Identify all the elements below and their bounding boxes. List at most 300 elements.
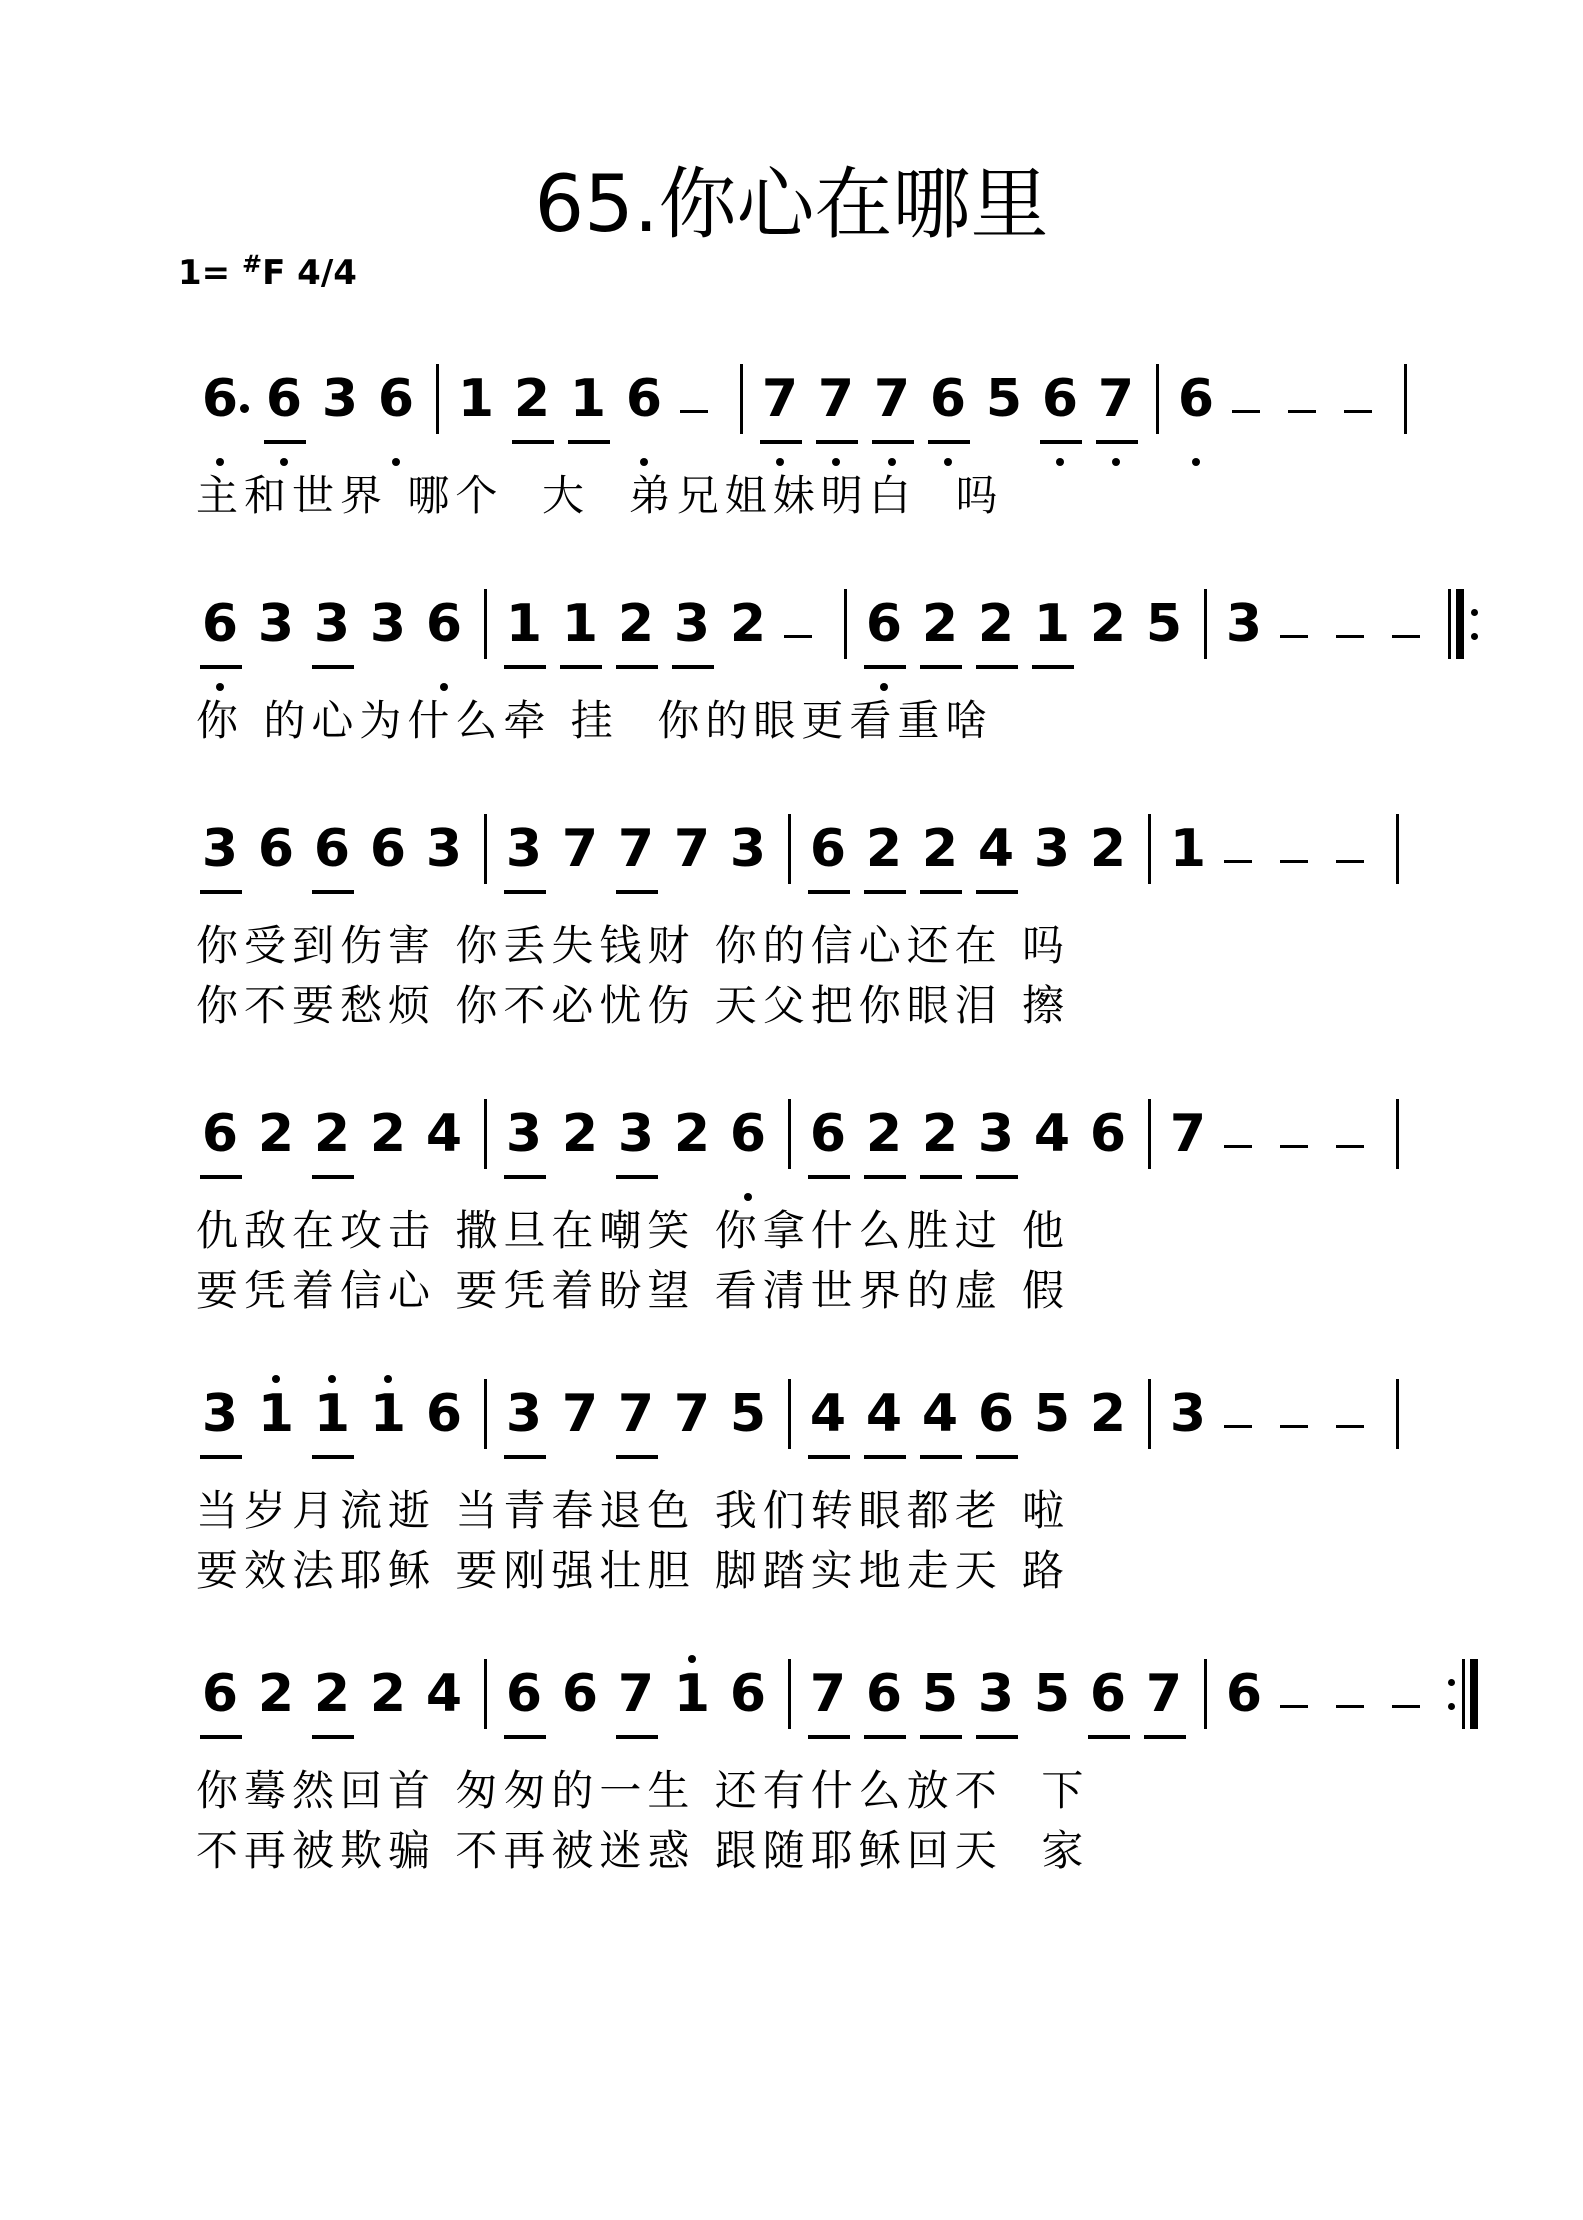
note-digit: 2 xyxy=(257,1104,295,1164)
note xyxy=(308,800,356,920)
note xyxy=(1164,1365,1212,1485)
note xyxy=(1220,575,1268,695)
bar-stroke xyxy=(788,1379,791,1449)
note xyxy=(1084,1645,1132,1765)
note xyxy=(804,1365,852,1485)
beat-underline xyxy=(1040,440,1082,444)
repeat-dot xyxy=(1448,1679,1455,1686)
bar-stroke xyxy=(788,1099,791,1169)
note-digit: 6 xyxy=(809,1104,847,1164)
note xyxy=(1036,350,1084,470)
beat-underline xyxy=(864,1175,906,1179)
bar-stroke xyxy=(484,589,487,659)
note-digit: 3 xyxy=(673,594,711,654)
beat-underline xyxy=(920,1455,962,1459)
bar-stroke xyxy=(1204,589,1207,659)
beat-underline xyxy=(1096,440,1138,444)
bar-line xyxy=(1388,1085,1406,1205)
octave-dot-below xyxy=(1192,458,1200,466)
dash-stroke xyxy=(1224,860,1252,863)
dash-stroke xyxy=(1336,1145,1364,1148)
note xyxy=(868,350,916,470)
dash-stroke xyxy=(1232,410,1260,413)
lyric-line: 仇敌在攻击 撒旦在嘲笑 你拿什么胜过 他 xyxy=(196,1206,1071,1255)
lyric-line: 要凭着信心 要凭着盼望 看清世界的虚 假 xyxy=(196,1266,1071,1315)
note-digit: 6 xyxy=(1225,1664,1263,1724)
note-digit: 6 xyxy=(865,594,903,654)
note xyxy=(308,1085,356,1205)
note xyxy=(420,800,468,920)
dash-stroke xyxy=(1280,1425,1308,1428)
note-digit: 7 xyxy=(1169,1104,1207,1164)
beat-underline xyxy=(976,665,1018,669)
note xyxy=(860,1645,908,1765)
bar-line xyxy=(780,1085,798,1205)
note xyxy=(860,800,908,920)
bar-stroke xyxy=(1396,1379,1399,1449)
beat-underline xyxy=(616,890,658,894)
note-digit: 7 xyxy=(1097,369,1135,429)
beat-underline xyxy=(808,1735,850,1739)
octave-dot-below xyxy=(1056,458,1064,466)
dash-rest xyxy=(1220,1365,1256,1485)
bar-stroke xyxy=(484,1099,487,1169)
note xyxy=(500,1365,548,1485)
note-digit: 6 xyxy=(201,369,239,429)
bar-stroke xyxy=(1396,1099,1399,1169)
note-digit: 3 xyxy=(505,819,543,879)
note xyxy=(972,1365,1020,1485)
note-digit: 5 xyxy=(1033,1664,1071,1724)
bar-line xyxy=(476,575,494,695)
note xyxy=(420,575,468,695)
note xyxy=(724,1365,772,1485)
bar-stroke xyxy=(740,364,743,434)
note-digit: 1 xyxy=(257,1384,295,1444)
dash-stroke xyxy=(1288,410,1316,413)
lyric-line: 不再被欺骗 不再被迷惑 跟随耶稣回天 家 xyxy=(196,1826,1090,1875)
beat-underline xyxy=(920,1175,962,1179)
octave-dot-below xyxy=(392,458,400,466)
dash-stroke xyxy=(784,635,812,638)
note xyxy=(668,1645,716,1765)
note-digit: 1 xyxy=(1033,594,1071,654)
octave-dot-below xyxy=(944,458,952,466)
note-digit: 3 xyxy=(201,1384,239,1444)
dash-rest xyxy=(676,350,712,470)
dash-stroke xyxy=(1224,1145,1252,1148)
note-digit: 6 xyxy=(265,369,303,429)
note xyxy=(1164,800,1212,920)
note-digit: 1 xyxy=(313,1384,351,1444)
note xyxy=(252,800,300,920)
note xyxy=(916,575,964,695)
note-digit: 6 xyxy=(201,594,239,654)
note-digit: 2 xyxy=(865,1104,903,1164)
dash-stroke xyxy=(1280,860,1308,863)
note xyxy=(556,1645,604,1765)
repeat-dot xyxy=(1471,609,1478,616)
note xyxy=(756,350,804,470)
note-digit: 4 xyxy=(425,1664,463,1724)
dash-rest xyxy=(1276,1365,1312,1485)
note xyxy=(364,575,412,695)
bar-stroke xyxy=(484,814,487,884)
note-digit: 3 xyxy=(617,1104,655,1164)
note xyxy=(196,1365,244,1485)
bar-line xyxy=(1388,800,1406,920)
note-digit: 4 xyxy=(809,1384,847,1444)
note-digit: 2 xyxy=(921,1104,959,1164)
note xyxy=(500,575,548,695)
thick-bar-stroke xyxy=(1470,1659,1478,1729)
beat-underline xyxy=(312,890,354,894)
note xyxy=(916,1365,964,1485)
bar-line xyxy=(1196,1645,1214,1765)
dash-rest xyxy=(1284,350,1320,470)
beat-underline xyxy=(504,1735,546,1739)
score-row xyxy=(0,1085,1583,1315)
note-digit: 6 xyxy=(425,594,463,654)
octave-dot-above xyxy=(272,1375,280,1383)
bar-line xyxy=(836,575,854,695)
bar-line xyxy=(1140,800,1158,920)
beat-underline xyxy=(504,1455,546,1459)
bar-line xyxy=(476,800,494,920)
note xyxy=(620,350,668,470)
octave-dot-below xyxy=(888,458,896,466)
note-digit: 6 xyxy=(201,1104,239,1164)
note xyxy=(556,1365,604,1485)
octave-dot-below xyxy=(744,1193,752,1201)
lyric-line: 主和世界 哪个 大 弟兄姐妹明白 吗 xyxy=(196,471,1004,520)
note xyxy=(612,800,660,920)
note xyxy=(1140,1645,1188,1765)
dash-rest xyxy=(1220,800,1256,920)
note xyxy=(612,1365,660,1485)
repeat-start-sign xyxy=(1444,575,1484,695)
note-digit: 2 xyxy=(1089,1384,1127,1444)
bar-line xyxy=(428,350,446,470)
bar-stroke xyxy=(484,1659,487,1729)
note-digit: 6 xyxy=(865,1664,903,1724)
octave-dot-below xyxy=(216,458,224,466)
dash-rest xyxy=(1220,1085,1256,1205)
beat-underline xyxy=(312,1455,354,1459)
note-digit: 5 xyxy=(921,1664,959,1724)
note-digit: 3 xyxy=(505,1104,543,1164)
note xyxy=(420,1645,468,1765)
note-digit: 6 xyxy=(1041,369,1079,429)
note xyxy=(1084,800,1132,920)
octave-dot-below xyxy=(880,683,888,691)
note xyxy=(500,1645,548,1765)
bar-line xyxy=(476,1645,494,1765)
bar-line xyxy=(1140,1085,1158,1205)
bar-stroke xyxy=(1148,1099,1151,1169)
repeat-end-sign xyxy=(1444,1645,1484,1765)
note xyxy=(308,1365,356,1485)
beat-underline xyxy=(864,665,906,669)
beat-underline xyxy=(808,890,850,894)
note-line xyxy=(0,1085,1583,1205)
note-digit: 1 xyxy=(569,369,607,429)
note xyxy=(1084,1085,1132,1205)
note xyxy=(1084,1365,1132,1485)
dotted-note-dot xyxy=(240,404,249,413)
note-digit: 4 xyxy=(977,819,1015,879)
note xyxy=(1172,350,1220,470)
note xyxy=(452,350,500,470)
note-digit: 6 xyxy=(1089,1664,1127,1724)
note xyxy=(372,350,420,470)
note-digit: 3 xyxy=(201,819,239,879)
note xyxy=(1028,1085,1076,1205)
note-digit: 7 xyxy=(761,369,799,429)
beat-underline xyxy=(504,665,546,669)
bar-stroke xyxy=(1148,1379,1151,1449)
note-digit: 3 xyxy=(729,819,767,879)
beat-underline xyxy=(672,665,714,669)
note-digit: 3 xyxy=(1169,1384,1207,1444)
note xyxy=(1084,575,1132,695)
dash-rest xyxy=(1388,1645,1424,1765)
dash-stroke xyxy=(1392,1705,1420,1708)
octave-dot-below xyxy=(832,458,840,466)
thin-bar-stroke xyxy=(1462,1659,1465,1729)
note xyxy=(916,1085,964,1205)
dash-rest xyxy=(1388,575,1424,695)
note-digit: 3 xyxy=(313,594,351,654)
dash-stroke xyxy=(1336,1705,1364,1708)
note xyxy=(500,1085,548,1205)
score-row xyxy=(0,1645,1583,1875)
bar-line xyxy=(1396,350,1414,470)
note-digit: 1 xyxy=(561,594,599,654)
note xyxy=(1028,1365,1076,1485)
note xyxy=(916,1645,964,1765)
octave-dot-below xyxy=(216,683,224,691)
note-digit: 5 xyxy=(1033,1384,1071,1444)
note-digit: 5 xyxy=(1145,594,1183,654)
bar-line xyxy=(476,1365,494,1485)
note-digit: 3 xyxy=(977,1104,1015,1164)
note-digit: 2 xyxy=(1089,594,1127,654)
note-digit: 5 xyxy=(985,369,1023,429)
dash-stroke xyxy=(680,410,708,413)
note xyxy=(556,1085,604,1205)
beat-underline xyxy=(920,1735,962,1739)
note xyxy=(564,350,612,470)
dash-rest xyxy=(1228,350,1264,470)
note-line xyxy=(0,800,1583,920)
note-digit: 4 xyxy=(1033,1104,1071,1164)
beat-underline xyxy=(616,1455,658,1459)
note-digit: 6 xyxy=(313,819,351,879)
note-digit: 6 xyxy=(729,1664,767,1724)
note xyxy=(724,575,772,695)
beat-underline xyxy=(200,1735,242,1739)
note xyxy=(804,1085,852,1205)
bar-stroke xyxy=(1156,364,1159,434)
octave-dot-below xyxy=(776,458,784,466)
lyric-line: 你 的心为什么牵 挂 你的眼更看重啥 xyxy=(196,696,994,745)
beat-underline xyxy=(616,665,658,669)
beat-underline xyxy=(816,440,858,444)
note xyxy=(364,800,412,920)
note-digit: 3 xyxy=(977,1664,1015,1724)
note-digit: 2 xyxy=(369,1664,407,1724)
bar-line xyxy=(780,1645,798,1765)
note-line xyxy=(0,1645,1583,1765)
score-row xyxy=(0,350,1583,580)
bar-stroke xyxy=(844,589,847,659)
octave-dot-below xyxy=(280,458,288,466)
octave-dot-below xyxy=(440,683,448,691)
note xyxy=(724,800,772,920)
beat-underline xyxy=(920,665,962,669)
beat-underline xyxy=(864,1735,906,1739)
beat-underline xyxy=(200,1455,242,1459)
note-digit: 6 xyxy=(377,369,415,429)
note-digit: 2 xyxy=(257,1664,295,1724)
beat-underline xyxy=(976,890,1018,894)
note-digit: 1 xyxy=(505,594,543,654)
dash-stroke xyxy=(1280,635,1308,638)
beat-underline xyxy=(512,440,554,444)
beat-underline xyxy=(808,1455,850,1459)
key-signature xyxy=(178,250,357,293)
beat-underline xyxy=(808,1175,850,1179)
note-digit: 6 xyxy=(369,819,407,879)
note xyxy=(196,1085,244,1205)
note xyxy=(724,1085,772,1205)
beat-underline xyxy=(976,1455,1018,1459)
note-digit: 7 xyxy=(561,1384,599,1444)
note xyxy=(972,800,1020,920)
note-line xyxy=(0,575,1583,695)
beat-underline xyxy=(312,665,354,669)
note-digit: 7 xyxy=(1145,1664,1183,1724)
beat-underline xyxy=(928,440,970,444)
note xyxy=(364,1645,412,1765)
dash-rest xyxy=(1340,350,1376,470)
dash-rest xyxy=(1276,1085,1312,1205)
octave-dot-below xyxy=(640,458,648,466)
dash-rest xyxy=(1276,800,1312,920)
beat-underline xyxy=(864,1455,906,1459)
score-row xyxy=(0,575,1583,805)
note-digit: 6 xyxy=(1089,1104,1127,1164)
note xyxy=(252,1365,300,1485)
note xyxy=(860,575,908,695)
dash-stroke xyxy=(1392,635,1420,638)
note xyxy=(812,350,860,470)
bar-line xyxy=(476,1085,494,1205)
note xyxy=(1028,1645,1076,1765)
note xyxy=(196,575,244,695)
beat-underline xyxy=(200,890,242,894)
note-digit: 2 xyxy=(921,594,959,654)
dash-rest xyxy=(780,575,816,695)
note xyxy=(1140,575,1188,695)
note-digit: 6 xyxy=(977,1384,1015,1444)
bar-stroke xyxy=(788,1659,791,1729)
note xyxy=(972,1645,1020,1765)
note xyxy=(1028,575,1076,695)
note-digit: 7 xyxy=(561,819,599,879)
score-row xyxy=(0,800,1583,1030)
note-digit: 1 xyxy=(369,1384,407,1444)
octave-dot-above xyxy=(384,1375,392,1383)
note-digit: 7 xyxy=(673,1384,711,1444)
note xyxy=(804,1645,852,1765)
note-line xyxy=(0,350,1583,470)
beat-underline xyxy=(872,440,914,444)
note-digit: 7 xyxy=(873,369,911,429)
song-title: 65.你心在哪里 xyxy=(534,160,1049,250)
note-digit: 6 xyxy=(625,369,663,429)
dash-rest xyxy=(1276,1645,1312,1765)
note-digit: 6 xyxy=(425,1384,463,1444)
note xyxy=(612,575,660,695)
beat-underline xyxy=(504,890,546,894)
note xyxy=(860,1085,908,1205)
note-digit: 2 xyxy=(921,819,959,879)
bar-line xyxy=(1388,1365,1406,1485)
lyric-line: 你受到伤害 你丢失钱财 你的信心还在 吗 xyxy=(196,921,1071,970)
beat-underline xyxy=(568,440,610,444)
note-digit: 6 xyxy=(561,1664,599,1724)
repeat-dot xyxy=(1471,633,1478,640)
thin-bar-stroke xyxy=(1448,589,1451,659)
dash-stroke xyxy=(1344,410,1372,413)
note xyxy=(860,1365,908,1485)
repeat-dot xyxy=(1448,1703,1455,1710)
octave-dot-below xyxy=(1112,458,1120,466)
note-line xyxy=(0,1365,1583,1485)
note-digit: 3 xyxy=(369,594,407,654)
dash-stroke xyxy=(1280,1145,1308,1148)
note-digit: 4 xyxy=(425,1104,463,1164)
beat-underline xyxy=(200,1175,242,1179)
beat-underline xyxy=(616,1175,658,1179)
note xyxy=(260,350,308,470)
bar-line xyxy=(780,1365,798,1485)
note xyxy=(804,800,852,920)
note xyxy=(252,1085,300,1205)
dash-rest xyxy=(1332,1085,1368,1205)
note-digit: 2 xyxy=(1089,819,1127,879)
note-digit: 3 xyxy=(1225,594,1263,654)
note-digit: 6 xyxy=(201,1664,239,1724)
note xyxy=(196,1645,244,1765)
beat-underline xyxy=(264,440,306,444)
sharp-sign: # xyxy=(241,250,263,278)
beat-underline xyxy=(616,1735,658,1739)
beat-underline xyxy=(200,665,242,669)
key-prefix: 1= xyxy=(178,253,242,293)
note-digit: 3 xyxy=(321,369,359,429)
dash-rest xyxy=(1332,800,1368,920)
beat-underline xyxy=(1088,1735,1130,1739)
beat-underline xyxy=(1032,665,1074,669)
octave-dot-above xyxy=(328,1375,336,1383)
note-digit: 2 xyxy=(729,594,767,654)
note xyxy=(612,1085,660,1205)
note-digit: 1 xyxy=(457,369,495,429)
note xyxy=(668,1365,716,1485)
